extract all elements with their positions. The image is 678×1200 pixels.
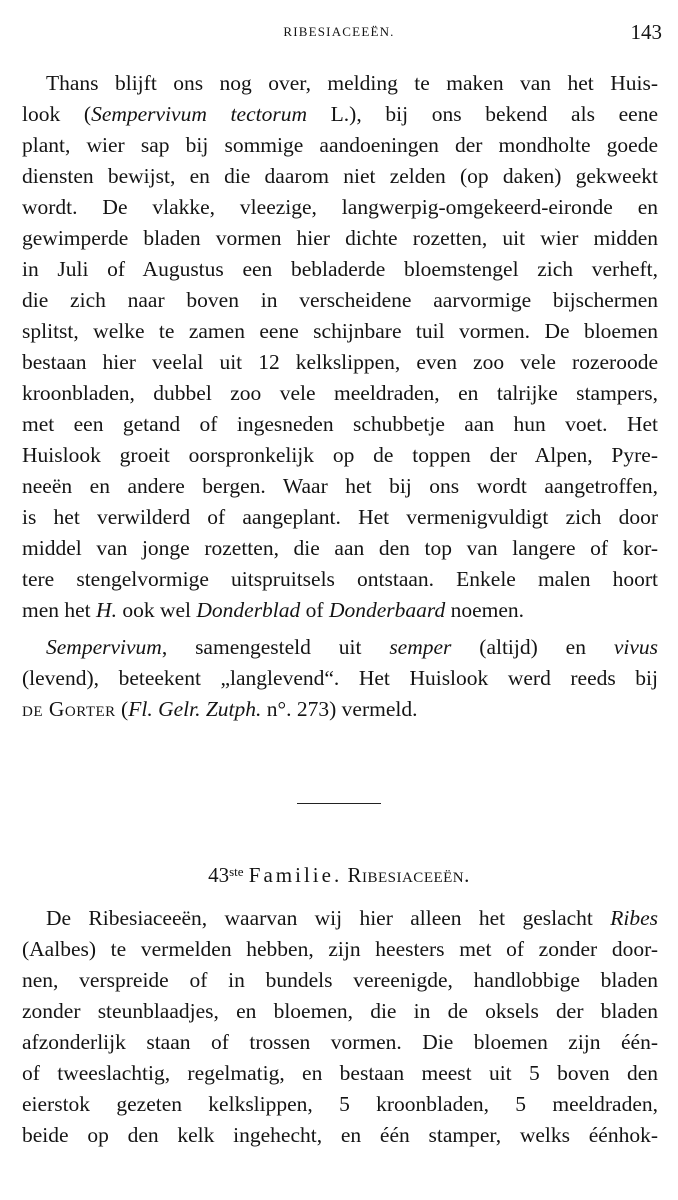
text-fragment: ( — [115, 697, 129, 721]
section-heading — [0, 858, 678, 889]
text-line: met een getand of ingesneden schubbetje aan hun voet. Het — [22, 412, 658, 436]
text-fragment: n°. 273) vermeld. — [261, 697, 418, 721]
text-fragment: of — [300, 598, 329, 622]
text-line: die zich naar boven in verscheidene aarvormige bijschermen — [22, 288, 658, 312]
text-line: gewimperde bladen vormen hier dichte rozetten, uit wier midden — [22, 226, 658, 250]
latin-word: vivus — [613, 635, 658, 659]
latin-word: Sempervivum — [46, 635, 162, 659]
text-line: Huislook groeit oorspronkelijk op de toppen der Alpen, Pyre- — [22, 443, 658, 467]
text-line: diensten bewijst, en die daarom niet zelden (op daken) gekweekt — [22, 164, 658, 188]
latin-word: semper — [389, 635, 452, 659]
text-line — [22, 99, 658, 129]
text-line: splitst, welke te zamen eene schijnbare tuil vormen. De bloemen — [22, 319, 658, 343]
page-number: 143 — [630, 20, 662, 44]
text-line: tere stengelvormige uitspruitsels ontstaan. Enkele malen hoort — [22, 567, 658, 591]
text-line: plant, wier sap bij sommige aandoeningen der mondholte goede — [22, 133, 658, 157]
running-title: RIBESIACEEËN. — [283, 24, 395, 39]
text-line — [22, 595, 658, 625]
text-line: in Juli of Augustus een bebladerde bloemstengel zich verheft, — [22, 257, 658, 281]
author-name: de Gorter — [22, 697, 116, 721]
text-fragment: men het — [22, 598, 97, 622]
text-line: (Aalbes) te vermelden hebben, zijn heesters met of zonder door- — [22, 937, 658, 961]
text-fragment: (altijd) en — [451, 635, 614, 659]
text-fragment: L.), bij ons bekend als eene — [306, 102, 658, 126]
text-fragment: ook wel — [116, 598, 197, 622]
running-head — [0, 22, 678, 44]
reference-title: Fl. Gelr. Zutph. — [128, 697, 262, 721]
genus-name: Ribes — [610, 906, 658, 930]
text-fragment: noemen. — [445, 598, 525, 622]
familie-label: Familie. — [248, 863, 343, 887]
text-line: nen, verspreide of in bundels vereenigde, handlobbige bladen — [22, 968, 658, 992]
text-fragment: De Ribesiaceeën, waarvan wij hier alleen het geslacht — [46, 906, 611, 930]
text-fragment: , samengesteld uit — [161, 635, 390, 659]
abbreviation: H. — [96, 598, 117, 622]
vernacular-name: Donderblad — [196, 598, 301, 622]
text-line — [46, 903, 658, 933]
text-line: is het verwilderd of aangeplant. Het vermenigvuldigt zich door — [22, 505, 658, 529]
family-name: Ribesiaceeën. — [347, 863, 470, 887]
text-line: wordt. De vlakke, vleezige, langwerpig-omgekeerd-eironde en — [22, 195, 658, 219]
family-number: 43 — [208, 863, 230, 887]
vernacular-name: Donderbaard — [328, 598, 446, 622]
text-fragment: look ( — [22, 102, 92, 126]
text-line: afzonderlijk staan of trossen vormen. Die bloemen zijn één- — [22, 1030, 658, 1054]
section-divider — [297, 803, 381, 804]
text-line: kroonbladen, dubbel zoo vele meeldraden, en talrijke stampers, — [22, 381, 658, 405]
text-line: (levend), beteekent „langlevend“. Het Huislook werd reeds bij — [22, 666, 658, 690]
text-line: of tweeslachtig, regelmatig, en bestaan meest uit 5 boven den — [22, 1061, 658, 1085]
text-line — [46, 632, 658, 662]
text-line: beide op den kelk ingehecht, en één stamper, welks éénhok- — [22, 1123, 658, 1147]
text-line: eierstok gezeten kelkslippen, 5 kroonbladen, 5 meeldraden, — [22, 1092, 658, 1116]
text-line: Thans blijft ons nog over, melding te maken van het Huis- — [46, 71, 658, 95]
text-line: zonder steunblaadjes, en bloemen, die in de oksels der bladen — [22, 999, 658, 1023]
text-line: neeën en andere bergen. Waar het bij ons wordt aangetroffen, — [22, 474, 658, 498]
taxon-name: Sempervivum tectorum — [91, 102, 307, 126]
family-number-suffix: ste — [229, 864, 244, 879]
text-line: bestaan hier veelal uit 12 kelkslippen, even zoo vele rozeroode — [22, 350, 658, 374]
text-line — [22, 694, 658, 724]
text-line: middel van jonge rozetten, die aan den top van langere of kor- — [22, 536, 658, 560]
